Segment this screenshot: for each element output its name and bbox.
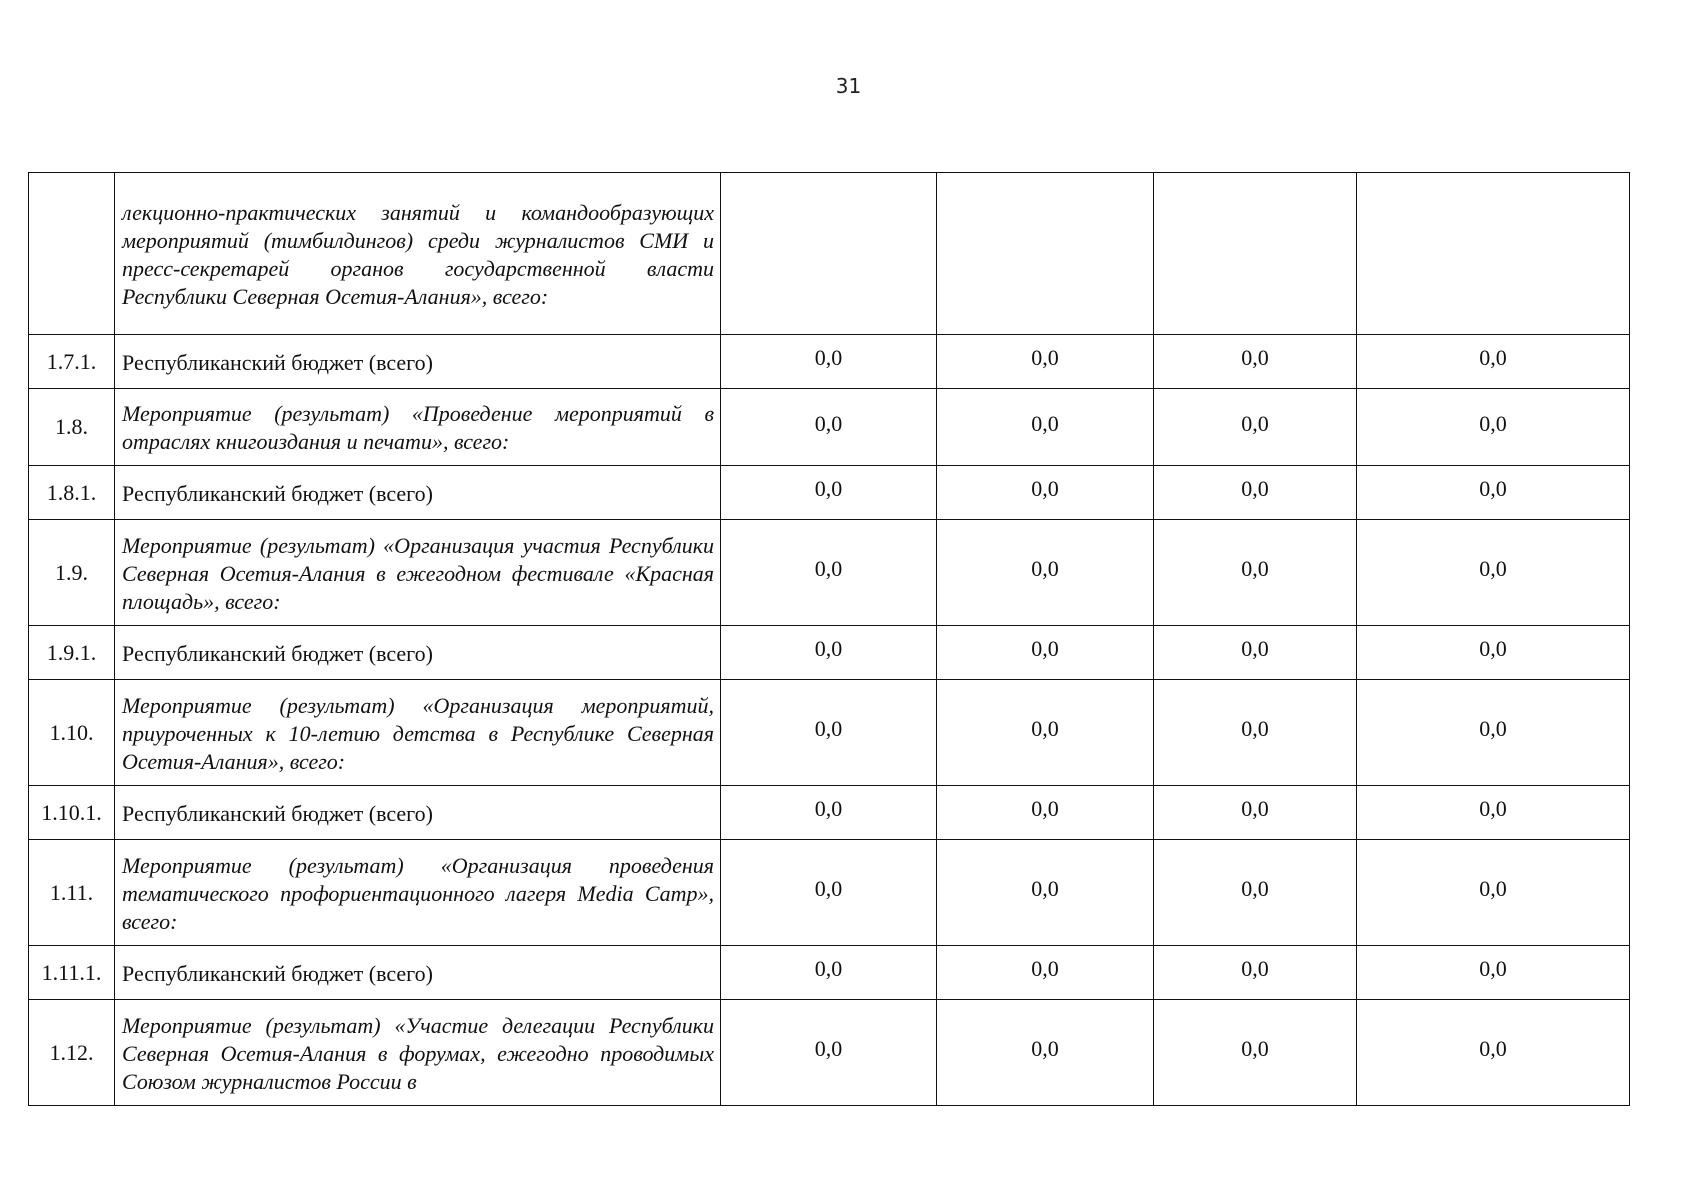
row-description: Республиканский бюджет (всего) xyxy=(115,786,721,840)
table-row xyxy=(29,466,1630,520)
value-cell: 0,0 xyxy=(1154,786,1357,840)
value-cell: 0,0 xyxy=(937,389,1154,466)
value-cell xyxy=(1357,173,1630,335)
row-description: Республиканский бюджет (всего) xyxy=(115,946,721,1000)
table-row xyxy=(29,173,1630,335)
row-description: Республиканский бюджет (всего) xyxy=(115,626,721,680)
value-cell: 0,0 xyxy=(721,840,937,946)
value-cell: 0,0 xyxy=(721,626,937,680)
table-row xyxy=(29,389,1630,466)
value-cell: 0,0 xyxy=(721,335,937,389)
value-cell: 0,0 xyxy=(937,335,1154,389)
value-cell: 0,0 xyxy=(1154,680,1357,786)
row-number: 1.8. xyxy=(29,389,115,466)
row-description: Республиканский бюджет (всего) xyxy=(115,335,721,389)
row-number: 1.9. xyxy=(29,520,115,626)
row-number xyxy=(29,173,115,335)
row-number: 1.12. xyxy=(29,1000,115,1106)
value-cell: 0,0 xyxy=(1154,946,1357,1000)
value-cell: 0,0 xyxy=(1357,1000,1630,1106)
table-row xyxy=(29,786,1630,840)
value-cell: 0,0 xyxy=(1357,840,1630,946)
row-description: Республиканский бюджет (всего) xyxy=(115,466,721,520)
value-cell: 0,0 xyxy=(721,946,937,1000)
row-number: 1.9.1. xyxy=(29,626,115,680)
value-cell: 0,0 xyxy=(721,786,937,840)
value-cell: 0,0 xyxy=(1357,946,1630,1000)
value-cell: 0,0 xyxy=(1154,466,1357,520)
value-cell: 0,0 xyxy=(721,680,937,786)
value-cell: 0,0 xyxy=(937,786,1154,840)
table-row xyxy=(29,840,1630,946)
value-cell: 0,0 xyxy=(1154,840,1357,946)
value-cell: 0,0 xyxy=(937,520,1154,626)
table-row xyxy=(29,1000,1630,1106)
table-row xyxy=(29,520,1630,626)
row-description: Мероприятие (результат) «Проведение мероприятий в отраслях книгоиздания и печати», всего: xyxy=(115,389,721,466)
value-cell: 0,0 xyxy=(1154,626,1357,680)
value-cell: 0,0 xyxy=(937,946,1154,1000)
row-number: 1.7.1. xyxy=(29,335,115,389)
value-cell: 0,0 xyxy=(1357,466,1630,520)
value-cell: 0,0 xyxy=(937,1000,1154,1106)
value-cell: 0,0 xyxy=(1154,389,1357,466)
row-number: 1.10.1. xyxy=(29,786,115,840)
value-cell: 0,0 xyxy=(721,466,937,520)
value-cell: 0,0 xyxy=(1357,680,1630,786)
value-cell: 0,0 xyxy=(721,389,937,466)
value-cell: 0,0 xyxy=(1154,520,1357,626)
value-cell: 0,0 xyxy=(937,680,1154,786)
value-cell: 0,0 xyxy=(721,520,937,626)
row-description: Мероприятие (результат) «Участие делегации Республики Северная Осетия-Алания в форумах, ежегодно проводимых Союзом журналистов России в xyxy=(115,1000,721,1106)
value-cell: 0,0 xyxy=(721,1000,937,1106)
value-cell: 0,0 xyxy=(1154,335,1357,389)
table-row xyxy=(29,626,1630,680)
value-cell: 0,0 xyxy=(1357,786,1630,840)
value-cell: 0,0 xyxy=(937,466,1154,520)
row-description: Мероприятие (результат) «Организация мероприятий, приуроченных к 10-летию детства в Республике Северная Осетия-Алания», всего: xyxy=(115,680,721,786)
value-cell: 0,0 xyxy=(1357,520,1630,626)
page-number: 31 xyxy=(835,74,862,98)
table-row xyxy=(29,335,1630,389)
value-cell: 0,0 xyxy=(1357,389,1630,466)
row-number: 1.8.1. xyxy=(29,466,115,520)
value-cell: 0,0 xyxy=(1357,335,1630,389)
row-description: лекционно-практических занятий и командообразующих мероприятий (тимбилдингов) среди журналистов СМИ и пресс-секретарей органов государственной власти Республики Северная Осетия-Алания», всего: xyxy=(115,173,721,335)
row-number: 1.10. xyxy=(29,680,115,786)
row-number: 1.11. xyxy=(29,840,115,946)
value-cell: 0,0 xyxy=(937,840,1154,946)
row-description: Мероприятие (результат) «Организация участия Республики Северная Осетия-Алания в ежегодном фестивале «Красная площадь», всего: xyxy=(115,520,721,626)
value-cell: 0,0 xyxy=(937,626,1154,680)
value-cell xyxy=(937,173,1154,335)
value-cell: 0,0 xyxy=(1357,626,1630,680)
budget-table xyxy=(28,172,1630,1106)
value-cell xyxy=(721,173,937,335)
row-description: Мероприятие (результат) «Организация проведения тематического профориентационного лагеря Media Camp», всего: xyxy=(115,840,721,946)
table-row xyxy=(29,680,1630,786)
table-row xyxy=(29,946,1630,1000)
value-cell xyxy=(1154,173,1357,335)
value-cell: 0,0 xyxy=(1154,1000,1357,1106)
row-number: 1.11.1. xyxy=(29,946,115,1000)
